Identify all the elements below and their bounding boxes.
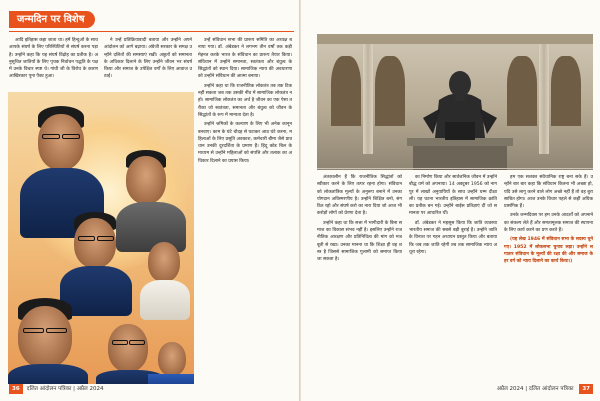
archway (375, 56, 405, 126)
right-footer: अप्रैल 2024 | दलित आंदोलन पत्रिका 37 (497, 382, 593, 396)
portrait-face (18, 306, 72, 368)
left-page (0, 0, 299, 401)
page-number: 37 (579, 384, 593, 394)
paragraph: अंतकालीन हैं कि राजनीतिक सिद्धांतों को स्वीकार करने के लिए तत्पर रहना होगा। संविधान को लोकतांत्रिक मूल्यों के अनुरूप बनाने में उनका योगदान अविस्मरणीय है। उन्होंने शिक्षित बनो, संगठित रहो और संघर्ष करो का नारा दिया जो आज भी करोड़ों लोगों को प्रेरणा देता है। (317, 175, 402, 217)
page-number: 36 (9, 384, 23, 394)
section-title: जन्मदिन पर विशेष (9, 11, 95, 28)
left-column-2 (104, 37, 192, 90)
right-column-1 (317, 174, 402, 380)
glasses-icon (97, 236, 114, 241)
seated-statue (405, 48, 515, 170)
portrait-face (108, 324, 148, 372)
glasses-icon (129, 340, 145, 345)
left-column-3 (198, 37, 292, 379)
right-column-3 (504, 174, 593, 380)
portrait-face (158, 342, 186, 376)
portrait-face (126, 156, 166, 204)
portrait-suit (140, 280, 190, 320)
paragraph: उन्होंने श्रमिकों के कल्याण के लिए भी अनेक कानून बनवाए। काम के घंटे चौदह से घटाकर आठ घंटे करना, महिलाओं के लिए प्रसूति अवकाश, कर्मचारी बीमा जैसे प्रावधान उनकी दूरदर्शिता के प्रमाण हैं। हिंदू कोड बिल के माध्यम से उन्होंने महिलाओं को संपत्ति और तलाक का अधिकार दिलाने का प्रयास किया। (198, 122, 292, 164)
section-divider (9, 31, 294, 32)
issue-date: अप्रैल 2024 (496, 386, 524, 392)
paragraph: डॉ. अंबेडकर ने महसूस किया कि जाति व्यवस्था भारतीय समाज की सबसे बड़ी बुराई है। उन्होंने जाति के विनाश पर गहन अध्ययन प्रस्तुत किया और बताया कि जब तक जाति रहेगी तब तक सामाजिक न्याय अधूरा रहेगा। (409, 220, 497, 255)
statue-photo-image (317, 34, 593, 170)
paragraph: उन्हें संविधान सभा की प्रारूप समिति का अध्यक्ष बनाया गया। डॉ. अंबेडकर ने लगभग तीन वर्षों तक कड़ी मेहनत करके भारत के संविधान का प्रारूप तैयार किया। संविधान में उन्होंने समानता, स्वतंत्रता और बंधुत्व के सिद्धांतों को स्थान दिया। सामाजिक न्याय की अवधारणा को उन्होंने संविधान की आत्मा बनाया। (198, 38, 292, 80)
portrait-suit (116, 202, 186, 252)
section-header (0, 0, 299, 34)
right-column-2 (409, 174, 497, 380)
portrait-suit (8, 364, 88, 384)
paragraph: उन्होंने कहा था कि सत्ता में भागीदारी के बिना समाज का विकास संभव नहीं है। इसलिए उन्होंने राजनीतिक आरक्षण और प्रतिनिधित्व की मांग को मजबूती से रखा। उनका मानना था कि शिक्षा ही वह शस्त्र है जिससे सामाजिक गुलामी को समाप्त किया जा सकता है। (317, 220, 402, 263)
glasses-icon (78, 236, 95, 241)
archway (331, 56, 361, 126)
highlighted-quote: (यह लेख 1946 में संविधान सभा के सदस्य चुने गए। 1952 में लोकसभा चुनाव लड़ा। उन्होंने लगातार संविधान के मूल्यों की रक्षा की और समाज के हर वर्ग को न्याय दिलाने का कार्य किया।) (504, 237, 593, 265)
glasses-icon (42, 134, 60, 139)
paragraph: हम एक सशक्त संवैधानिक राष्ट्र बना सके हैं। उन्होंने बार बार कहा कि संविधान कितना भी अच्छा हो, यदि उसे लागू करने वाले लोग अच्छे नहीं हैं तो वह बुरा साबित होगा। आज उनके विचार पहले से कहीं अधिक प्रासंगिक हैं। (504, 175, 593, 210)
pillar (363, 44, 373, 154)
paragraph: ने उन्हें प्रतिक्रियावादी बताया और उन्होंने अपने आंदोलन को आगे बढ़ाया। अंग्रेजी सरकार के समक्ष उन्होंने दलितों की समस्याएं रखीं। अछूतों को समानता के अधिकार दिलाने के लिए उन्होंने जीवन भर संघर्ष किया और समाज के उपेक्षित वर्गों के लिए आवाज उठाई। (104, 38, 192, 80)
cornice (317, 34, 593, 44)
paragraph: का निर्माण किया और सार्वजनिक जीवन में उन्होंने बौद्ध धर्म को अपनाया। 14 अक्टूबर 1956 को नागपुर में लाखों अनुयायियों के साथ उन्होंने धम्म दीक्षा ली। यह घटना भारतीय इतिहास में सामाजिक क्रांति का प्रतीक बन गई। उन्होंने बाईस प्रतिज्ञाएं दीं जो समानता पर आधारित थीं। (409, 175, 497, 217)
paragraph: उनके जन्मदिवस पर हम उनके आदर्शों को अपनाने का संकल्प लेते हैं और समतामूलक समाज की स्थापना के लिए कार्य करने का प्रण करते हैं। (504, 213, 593, 234)
photo-divider (317, 168, 593, 169)
glasses-icon (46, 328, 67, 333)
portrait-face (74, 218, 116, 268)
glasses-icon (62, 134, 80, 139)
left-column-1 (9, 37, 98, 90)
left-footer: 36 दलित आंदोलन पत्रिका | अप्रैल 2024 (9, 382, 104, 396)
issue-date: अप्रैल 2024 (76, 386, 104, 392)
magazine-name: दलित आंदोलन पत्रिका (528, 386, 574, 392)
paragraph: उन्होंने कहा था कि राजनीतिक लोकतंत्र तब तक टिक नहीं सकता जब तक उसकी नींव में सामाजिक लोकतंत्र न हो। सामाजिक लोकतंत्र का अर्थ है जीवन का एक ऐसा तरीका जो स्वतंत्रता, समानता और बंधुत्व को जीवन के सिद्धांतों के रूप में मान्यता देता है। (198, 83, 292, 118)
paragraph: आदि इतिहास कहा जाता था। हमें हिन्दुओं के साथ आपके संघर्ष के लिए परिस्थितियों से संघर्ष करना पड़ा है। उन्होंने कहा कि यह संघर्ष विद्रोह का प्रतीक है। अनुसूचित जातियों के लिए पृथक निर्वाचन पद्धति के पक्ष में उनके विचार स्पष्ट थे। गांधी जी के विरोध के कारण आखिरकार पूना पैक्ट हुआ। (9, 38, 98, 80)
glasses-icon (112, 340, 128, 345)
archway (551, 56, 581, 126)
portrait-face (38, 114, 84, 170)
flag-banner (148, 374, 194, 384)
pillar (539, 44, 549, 154)
portrait-collage-image (8, 92, 194, 384)
magazine-name: दलित आंदोलन पत्रिका (26, 386, 72, 392)
portrait-face (148, 242, 180, 282)
glasses-icon (23, 328, 44, 333)
right-page (301, 0, 600, 401)
